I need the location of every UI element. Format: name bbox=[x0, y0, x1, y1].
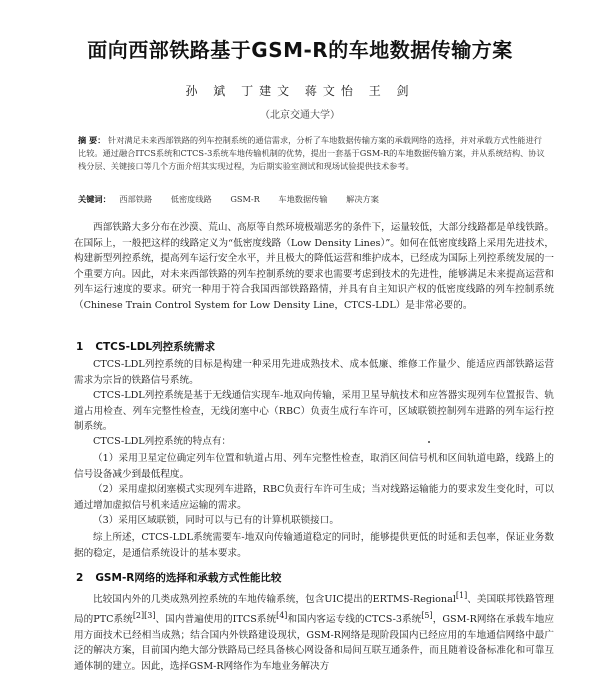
paragraph: CTCS-LDL列控系统是基于无线通信实现车-地双向传输，采用卫星导航技术和应答器实现列车位置报告、轨道占用检查、列车完整性检查，无线闭塞中心（RBC）负责生成行车许可，区域联锁控制列车进路的列车运行控制系统。 bbox=[74, 390, 554, 433]
paragraph: CTCS-LDL列控系统的目标是构建一种采用先进成熟技术、成本低廉、维修工作量少、能适应西部铁路运营需求为宗旨的铁路信号系统。 bbox=[74, 359, 554, 386]
section-title: GSM-R网络的选择和承载方式性能比较 bbox=[95, 572, 282, 584]
citation: [5] bbox=[421, 610, 433, 620]
keyword-item: 车地数据传输 bbox=[278, 194, 328, 204]
abstract-text: 针对满足未来西部铁路的列车控制系统的通信需求，分析了车地数据传输方案的承载网络的选择，并对承载方式性能进行比较。通过融合ITCS系统和CTCS-3系统车地传输机制的优势，提出一套基于GSM-R的车地数据传输方案，并从系统结构、协议栈分层、关键接口等几个方面介绍其实现过程，为后期实验室测试和现场试验提供技术参考。 bbox=[78, 135, 545, 172]
section-heading bbox=[76, 570, 281, 585]
text-run: 、美国联邦铁路管理局的PTC系统 bbox=[74, 594, 555, 625]
abstract-label: 摘 要： bbox=[78, 135, 106, 145]
text-run: 比较国内外的几类成熟列控系统的车地传输系统，包含UIC提出的ERTMS-Regional bbox=[93, 594, 456, 606]
keyword-item: GSM-R bbox=[230, 194, 260, 204]
scan-speck bbox=[428, 441, 430, 443]
keywords bbox=[78, 193, 546, 206]
text-run: 、国内普遍使用的ITCS系统 bbox=[155, 613, 277, 625]
citation: [1] bbox=[455, 591, 468, 600]
keyword-item: 解决方案 bbox=[346, 194, 379, 204]
section-title: CTCS-LDL列控系统需求 bbox=[95, 341, 216, 353]
paragraph bbox=[74, 588, 554, 674]
section-number: 1 bbox=[76, 341, 84, 353]
abstract bbox=[78, 134, 546, 174]
section-heading bbox=[76, 339, 215, 354]
paragraph: CTCS-LDL列控系统的特点有： bbox=[93, 436, 232, 447]
text-run: 和国内客运专线的CTCS-3系统 bbox=[287, 613, 422, 625]
keyword-item: 低密度线路 bbox=[170, 194, 212, 204]
citation: [2][3] bbox=[132, 610, 156, 620]
section-number: 2 bbox=[76, 572, 84, 584]
citation: [4] bbox=[276, 610, 288, 620]
list-item: （2）采用虚拟闭塞模式实现列车进路，RBC负责行车许可生成；当对线路运输能力的要求发生变化时，可以通过增加虚拟信号机来适应运输的需求。 bbox=[74, 484, 554, 511]
list-item: （1）采用卫星定位确定列车位置和轨道占用、列车完整性检查，取消区间信号机和区间轨道电路，线路上的信号设备减少到最低程度。 bbox=[74, 453, 554, 480]
keyword-item: 西部铁路 bbox=[119, 194, 153, 204]
keywords-label: 关键词： bbox=[78, 194, 111, 204]
paper-title: 面向西部铁路基于GSM-R的车地数据传输方案 bbox=[87, 38, 513, 62]
text-run: ，GSM-R网络在承载车地应用方面技术已经相当成熟；结合国内外铁路建设现状，GSM-R网络是现阶段国内已经应用的车地通信网络中最广泛的解决方案，目前国内绝大部分铁路局已经具备核心网设备和局间互联互通条件，而且随着设备标准化和可靠互通体制的建立。因此，选择GSM-R网络作为车地业务解决方 bbox=[74, 613, 554, 672]
paragraph: 综上所述，CTCS-LDL系统需要车-地双向传输通道稳定的同时，能够提供更低的时延和丢包率，保证业务数据的稳定，是通信系统设计的基本要求。 bbox=[74, 532, 554, 559]
author-list: 孙 斌 丁建文 蒋文怡 王 剑 bbox=[185, 84, 415, 98]
intro-paragraph: 西部铁路大多分布在沙漠、荒山、高原等自然环境极端恶劣的条件下，运量较低，大部分线路都是单线铁路。在国际上，一般把这样的线路定义为“低密度线路（Low Density Lines）”。如何在低密度线路上采用先进技术，构建新型列控系统，提高列车运行安全水平，并且极大的降低运营和维护成本，已经成为国际上列控系统发展的一个重要方向。因此，对未来西部铁路的列车控制系统的要求也需要考虑到技术的先进性，能够满足未来提高运营和列车运行速度的要求。研究一种用于符合我国西部铁路路情，并具有自主知识产权的低密度线路的列车控制系统（Chinese Train Control System for Low Density Line，CTCS-LDL）是非常必要的。 bbox=[74, 222, 554, 311]
list-item: （3）采用区域联锁，同时可以与已有的计算机联锁接口。 bbox=[93, 515, 339, 526]
affiliation: （北京交通大学） bbox=[260, 110, 340, 121]
